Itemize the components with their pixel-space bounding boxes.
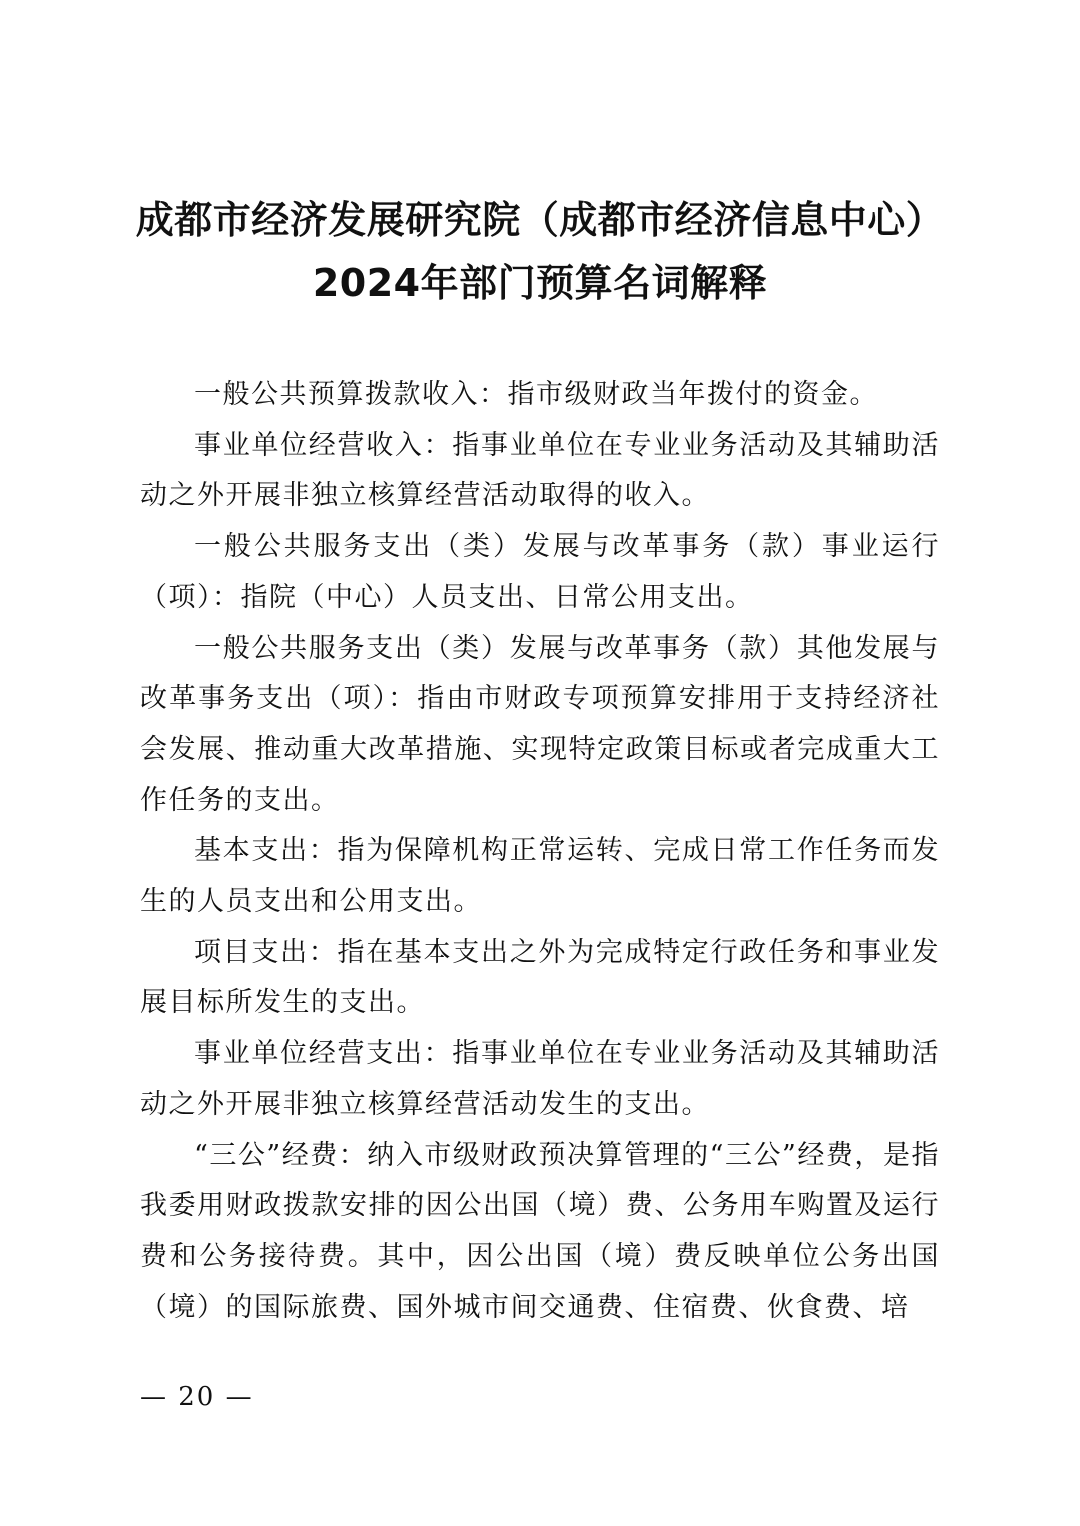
document-body	[140, 370, 940, 1333]
paragraph-institution-operating-expenditure: 事业单位经营支出：指事业单位在专业业务活动及其辅助活动之外开展非独立核算经营活动发生的支出。	[140, 1038, 940, 1120]
paragraph-institution-operating-income: 事业单位经营收入：指事业单位在专业业务活动及其辅助活动之外开展非独立核算经营活动取得的收入。	[140, 429, 940, 512]
document-title-line-1: 成都市经济发展研究院（成都市经济信息中心）	[135, 198, 945, 242]
page-number: — 20 —	[140, 1382, 254, 1412]
paragraph-basic-expenditure: 基本支出：指为保障机构正常运转、完成日常工作任务而发生的人员支出和公用支出。	[140, 835, 940, 918]
paragraph-general-budget-income: 一般公共预算拨款收入：指市级财政当年拨付的资金。	[194, 379, 878, 410]
paragraph-three-public-expenses: “三公”经费：纳入市级财政预决算管理的“三公”经费，是指我委用财政拨款安排的因公出国（境）费、公务用车购置及运行费和公务接待费。其中，因公出国（境）费反映单位公务出国（境）的国际旅费、国外城市间交通费、住宿费、伙食费、培	[140, 1139, 940, 1323]
paragraph-project-expenditure: 项目支出：指在基本支出之外为完成特定行政任务和事业发展目标所发生的支出。	[140, 936, 940, 1019]
document-title-line-2: 2024年部门预算名词解释	[312, 261, 768, 305]
paragraph-other-reform-expenditure: 一般公共服务支出（类）发展与改革事务（款）其他发展与改革事务支出（项）：指由市财政专项预算安排用于支持经济社会发展、推动重大改革措施、实现特定政策目标或者完成重大工作任务的支出。	[140, 632, 940, 816]
paragraph-institution-operation-expenditure: 一般公共服务支出（类）发展与改革事务（款）事业运行（项）：指院（中心）人员支出、日常公用支出。	[140, 531, 940, 613]
